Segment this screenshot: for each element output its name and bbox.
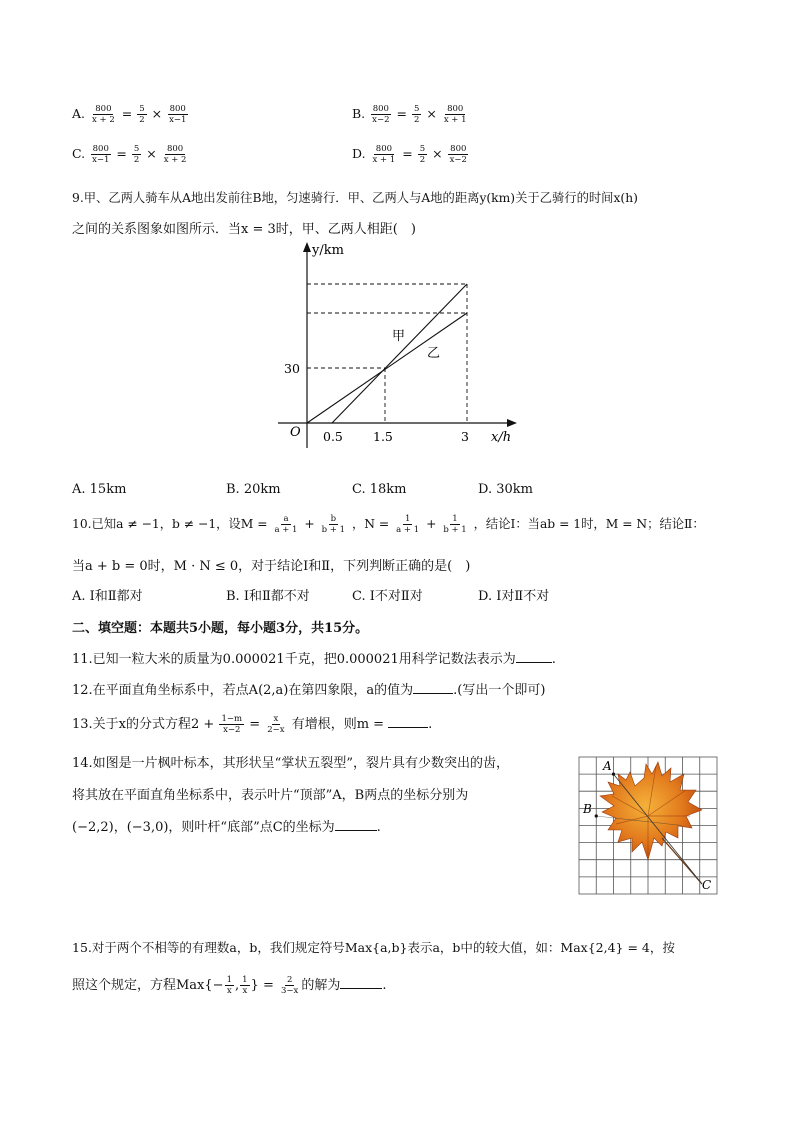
y-axis-label: y/km	[312, 243, 344, 258]
q15-line-1: 15.对于两个不相等的有理数a，b，我们规定符号Max{a,b}表示a，b中的较大值，如：Max{2,4} = 4，按	[72, 940, 675, 955]
answer-blank[interactable]	[516, 652, 552, 663]
fraction: $\frac{1}{a + 1}$	[396, 514, 420, 535]
q9-option-d: D. 30km	[478, 482, 533, 497]
label-a: A	[603, 759, 612, 773]
q8-option-d: D. $\frac{800}{x + 1}$ = $\frac{5}{2}$ × $\frac{800}{x-2}$	[352, 144, 467, 165]
x-axis-label: x/h	[491, 430, 512, 445]
answer-blank[interactable]	[413, 683, 453, 694]
point-b	[595, 814, 598, 817]
q10-line-1: 10.已知a ≠ −1，b ≠ −1，设M = $\frac{a}{a + 1}$ + $\frac{b}{b + 1}$ ，N = $\frac{1}{a + 1}$ + $\frac{1}{b + 1}$ ，结论Ⅰ：当ab = 1时，M = N；结论Ⅱ：	[72, 514, 705, 535]
fraction: $\frac{2}{3-x}$	[280, 975, 299, 996]
q8-option-b: B. $\frac{800}{x-2}$ = $\frac{5}{2}$ × $\frac{800}{x + 1}$	[352, 104, 467, 125]
distance-time-graph	[270, 240, 530, 452]
fraction: $\frac{800}{x-1}$	[169, 104, 187, 125]
section-heading-fill-in: 二、填空题：本题共5小题，每小题3分，共15分。	[72, 621, 369, 636]
label-yi: 乙	[427, 346, 441, 361]
answer-blank[interactable]	[335, 820, 377, 831]
point-a	[612, 773, 615, 776]
fraction: $\frac{800}{x + 2}$	[163, 144, 187, 165]
q9-option-b: B. 20km	[226, 482, 281, 497]
answer-blank[interactable]	[340, 978, 382, 989]
fraction: $\frac{800}{x + 2}$	[92, 104, 115, 125]
answer-blank[interactable]	[388, 717, 428, 728]
fraction: $\frac{b}{b + 1}$	[321, 514, 346, 535]
fraction: $\frac{5}{2}$	[419, 144, 426, 165]
y-axis-arrow	[303, 242, 311, 252]
origin-label: O	[290, 425, 301, 440]
x-tick-3: 3	[461, 429, 469, 444]
q9-option-a: A. 15km	[72, 482, 127, 497]
label-jia: 甲	[392, 329, 406, 344]
q9-option-c: C. 18km	[352, 482, 407, 497]
fraction: $\frac{1-m}{x-2}$	[221, 714, 243, 735]
fraction: $\frac{800}{x-1}$	[92, 144, 110, 165]
line-jia	[332, 284, 467, 423]
q13: 13.关于x的分式方程2 + $\frac{1-m}{x-2}$ = $\frac{x}{2-x}$ 有增根，则m = .	[72, 714, 433, 735]
q9-line-1: 9.甲、乙两人骑车从A地出发前往B地，匀速骑行．甲、乙两人与A地的距离y(km)关于乙骑行的时间x(h)	[72, 191, 638, 205]
x-axis-arrow	[507, 419, 517, 427]
q14-line-3: (−2,2)，(−3,0)，则叶杆“底部”点C的坐标为 .	[72, 820, 381, 835]
fraction: $\frac{800}{x + 1}$	[443, 104, 467, 125]
q8-option-c: C. $\frac{800}{x-1}$ = $\frac{5}{2}$ × $\frac{800}{x + 2}$	[72, 144, 187, 165]
q14-line-2: 将其放在平面直角坐标系中，表示叶片“顶部”A，B两点的坐标分别为	[72, 788, 469, 803]
fraction: $\frac{1}{b + 1}$	[443, 514, 467, 535]
fraction: $\frac{a}{a + 1}$	[274, 514, 298, 535]
label-c: C	[702, 878, 712, 892]
fraction: $\frac{1}{x}$	[242, 975, 248, 996]
fraction: $\frac{x}{2-x}$	[267, 714, 285, 735]
q10-option-b: B. Ⅰ和Ⅱ都不对	[226, 589, 310, 604]
fraction: $\frac{5}{2}$	[413, 104, 420, 125]
fraction: $\frac{1}{x}$	[226, 975, 232, 996]
q15-line-2: 照这个规定，方程Max{− $\frac{1}{x}$ , $\frac{1}{x}$ } = $\frac{2}{3-x}$ 的解为 .	[72, 975, 387, 996]
fraction: $\frac{800}{x + 1}$	[372, 144, 396, 165]
maple-leaf-figure	[578, 756, 720, 896]
q11: 11.已知一粒大米的质量为0.000021千克，把0.000021用科学记数法表示为 .	[72, 652, 556, 667]
q14-line-1: 14.如图是一片枫叶标本，其形状呈“掌状五裂型”，裂片具有少数突出的齿，	[72, 756, 509, 771]
q10-option-a: A. Ⅰ和Ⅱ都对	[72, 589, 143, 604]
q10-option-c: C. Ⅰ不对Ⅱ对	[352, 589, 423, 604]
fraction: $\frac{5}{2}$	[133, 144, 140, 165]
fraction: $\frac{800}{x-2}$	[449, 144, 467, 165]
y-tick-30: 30	[284, 361, 300, 376]
q9-line-2: 之间的关系图象如图所示．当x = 3时，甲、乙两人相距( )	[72, 222, 416, 237]
fraction: $\frac{800}{x-2}$	[372, 104, 390, 125]
q10-line-2: 当a + b = 0时，M · N ≤ 0，对于结论Ⅰ和Ⅱ，下列判断正确的是( )	[72, 559, 471, 574]
x-tick-1.5: 1.5	[373, 429, 393, 444]
x-tick-0.5: 0.5	[323, 429, 343, 444]
q8-option-a: A. $\frac{800}{x + 2}$ = $\frac{5}{2}$ × $\frac{800}{x-1}$	[72, 104, 187, 125]
fraction: $\frac{5}{2}$	[139, 104, 145, 125]
q10-option-d: D. Ⅰ对Ⅱ不对	[478, 589, 550, 604]
label-b: B	[583, 802, 592, 816]
q12: 12.在平面直角坐标系中，若点A(2,a)在第四象限，a的值为 .(写出一个即可)	[72, 683, 546, 698]
